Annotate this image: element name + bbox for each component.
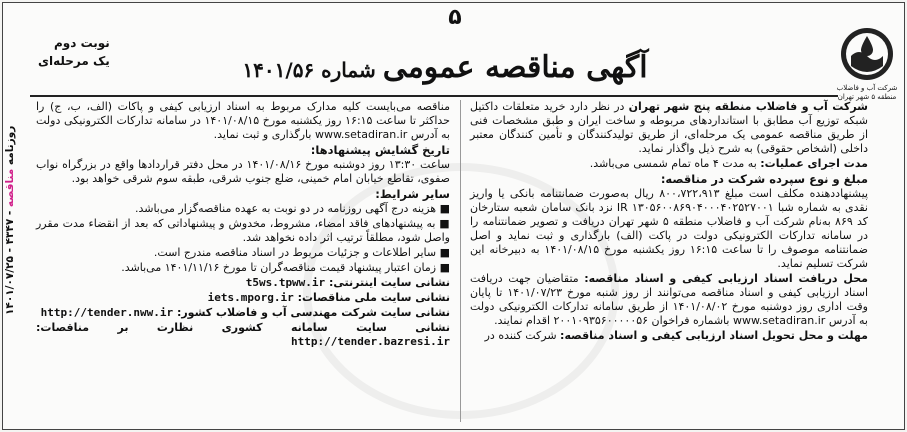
title-main: آگهی مناقصه عمومی [382, 50, 648, 85]
opening-text: ساعت ۱۳:۳۰ روز دوشنبه مورخ ۱۴۰۱/۰۸/۱۶ در محل دفتر قراردادها واقع در بزرگراه نواب صفوی، تقاطع خیابان امام خمینی، ضلع جنوب شرقی، طبقه سوم شرقی خواهد بود. [36, 158, 450, 185]
stage-round: نوبت دوم [53, 36, 110, 50]
site-row [36, 276, 450, 290]
duration-paragraph [470, 157, 868, 171]
opening-heading: تاریخ گشایش پیشنهادها: [310, 143, 450, 157]
condition-4-text: زمان اعتبار پیشنهاد قیمت مناقصه‌گران تا مورخ ۱۴۰۱/۱۱/۱۶ می‌باشد. [121, 261, 437, 274]
logo-caption-2: منطقه ۵ شهر تهران [837, 93, 897, 101]
site-link[interactable]: iets.mporg.ir [207, 291, 294, 304]
strip-sep: - [4, 206, 16, 219]
deposit-heading: مبلغ و نوع سپرده شرکت در مناقصه: [660, 172, 868, 186]
logo-caption-1: شرکت آب و فاضلاب [836, 84, 898, 92]
docs-paragraph [470, 272, 868, 328]
condition-3-text: سایر اطلاعات و جزئیات مربوط در اسناد مناقصه مندرج است. [153, 246, 437, 259]
right-column [470, 100, 868, 344]
condition-2: ■ به پیشنهادهای فاقد امضاء، مشروط، مخدوش و پیشنهاداتی که بعد از انقضاء مدت مقرر واصل شود، مطلقاً ترتیب اثر داده نخواهد شد. [36, 217, 450, 244]
delivery-paragraph [470, 329, 868, 343]
intro-text: در نظر دارد خرید متعلقات داکتیل شبکه توزیع آب مطابق با استانداردهای مربوطه و ساخت ایران و طبق مشخصات فنی از طریق مناقصه عمومی یک مرحله‌ای، از طریق تولیدکنندگان و تأمین کنندگان معتبر داخلی (اشخاص حقوقی) به شرح ذیل واگذار نماید. [470, 100, 868, 155]
strip-paper: روزنامه [4, 125, 16, 169]
site-link[interactable]: http://tender.nww.ir [40, 306, 174, 319]
site-label: نشانی سایت سامانه کشوری نظارت بر مناقصات: [36, 321, 450, 334]
newspaper-strip [4, 20, 24, 420]
stage-type: یک مرحله‌ای [38, 54, 110, 68]
conditions-heading: سایر شرایط: [375, 187, 450, 201]
intro-paragraph [470, 100, 868, 156]
site-label: نشانی سایت اینترنتی: [329, 276, 450, 289]
site-link[interactable]: t5ws.tpww.ir [245, 276, 326, 289]
site-row [36, 306, 450, 320]
site-label: نشانی سایت ملی مناقصات: [297, 291, 450, 304]
site-row [36, 321, 450, 349]
condition-2-text: به پیشنهادهای فاقد امضاء، مشروط، مخدوش و پیشنهاداتی که بعد از انقضاء مدت مقرر واصل شود، مطلقاً ترتیب اثر داده نخواهد شد. [36, 217, 450, 244]
delivery-heading: مهلت و محل تحویل اسناد ارزیابی کیفی و اسناد مناقصه: [560, 329, 868, 342]
condition-1-text: هزینه درج آگهی روزنامه در دو نوبت به عهده مناقصه‌گزار می‌باشد. [134, 202, 437, 215]
condition-4: ■ زمان اعتبار پیشنهاد قیمت مناقصه‌گران تا مورخ ۱۴۰۱/۱۱/۱۶ می‌باشد. [121, 261, 450, 274]
strip-date: ۱۴۰۱/۰۷/۲۵ [4, 255, 16, 315]
left-column [36, 100, 450, 350]
condition-1: ■ هزینه درج آگهی روزنامه در دو نوبت به عهده مناقصه‌گزار می‌باشد. [134, 202, 450, 215]
duration-label: مدت اجرای عملیات: [760, 157, 868, 170]
site-row [36, 291, 450, 305]
strip-sep2: - [4, 244, 16, 256]
strip-brand: مناقصه [4, 168, 16, 207]
column-divider [460, 100, 461, 422]
docs-heading: محل دریافت اسناد ارزیابی کیفی و اسناد مناقصه: [584, 272, 868, 285]
duration-text: به مدت ۴ ماه تمام شمسی می‌باشد. [589, 157, 761, 170]
condition-3: ■ سایر اطلاعات و جزئیات مربوط در اسناد مناقصه مندرج است. [153, 246, 450, 259]
docs-text: متقاضیان جهت دریافت اسناد ارزیابی کیفی و اسناد مناقصه می‌توانند از روز شنبه مورخ ۱۴۰۱/۰۷/۲۳ تا پایان وقت اداری روز دوشنبه مورخ ۱۴۰۱/۰۸/۰۲ از طریق سامانه تدارکات الکترونیکی دولت به آدرس www.setadiran.ir باشماره فراخوان ۲۰۰۱۰۹۳۵۶۰۰۰۰۰۵۶ اقدام نمایند. [470, 272, 868, 327]
intro-bold: شرکت آب و فاضلاب منطقه پنج شهر تهران [628, 100, 868, 113]
deposit-text: پیشنهاددهنده مکلف است مبلغ ۸۰۰،۷۲۲،۹۱۳ ریال به‌صورت ضمانتنامه بانکی یا واریز نقدی به شماره شبا IR ۱۳۰۵۶۰۰۸۶۹۰۴۰۰۰۴۰۲۵۲۷۰۰۱ نزد بانک سامان شعبه ستارخان کد ۸۶۹ به‌نام شرکت آب و فاضلاب منطقه ۵ شهر تهران دریافت و تصویر ضمانتنامه را در سامانه تدارکات الکترونیکی دولت در پاکت (الف) بارگذاری و ثبت نماید و اصل ضمانتنامه موصوف را تا ساعت ۱۶:۱۵ روز یکشنبه مورخ ۱۴۰۱/۰۸/۱۵ به دبیرخانه این شرکت تسلیم نماید. [470, 187, 869, 270]
strip-issue: ۴۳۴۷ [4, 218, 16, 245]
delivery-text: شرکت کننده در [484, 329, 561, 342]
site-link[interactable]: http://tender.bazresi.ir [291, 335, 450, 348]
title-divider [30, 95, 838, 97]
site-label: نشانی سایت شرکت مهندسی آب و فاضلاب کشور: [176, 306, 450, 319]
page-title [200, 50, 690, 85]
stage-info [38, 34, 110, 70]
company-logo [833, 26, 901, 102]
notice-badge: ۵ [448, 5, 462, 30]
continuation-text: مناقصه می‌بایست کلیه مدارک مربوط به اسناد ارزیابی کیفی و پاکات (الف، ب، ج) را حداکثر تا ساعت ۱۶:۱۵ روز یکشنبه مورخ ۱۴۰۱/۰۸/۱۵ در سامانه تدارکات الکترونیکی دولت به آدرس www.setadiran.ir بارگذاری و ثبت نماید. [36, 100, 450, 141]
title-number: شماره ۱۴۰۱/۵۶ [242, 58, 383, 82]
water-drop-icon [839, 26, 895, 82]
